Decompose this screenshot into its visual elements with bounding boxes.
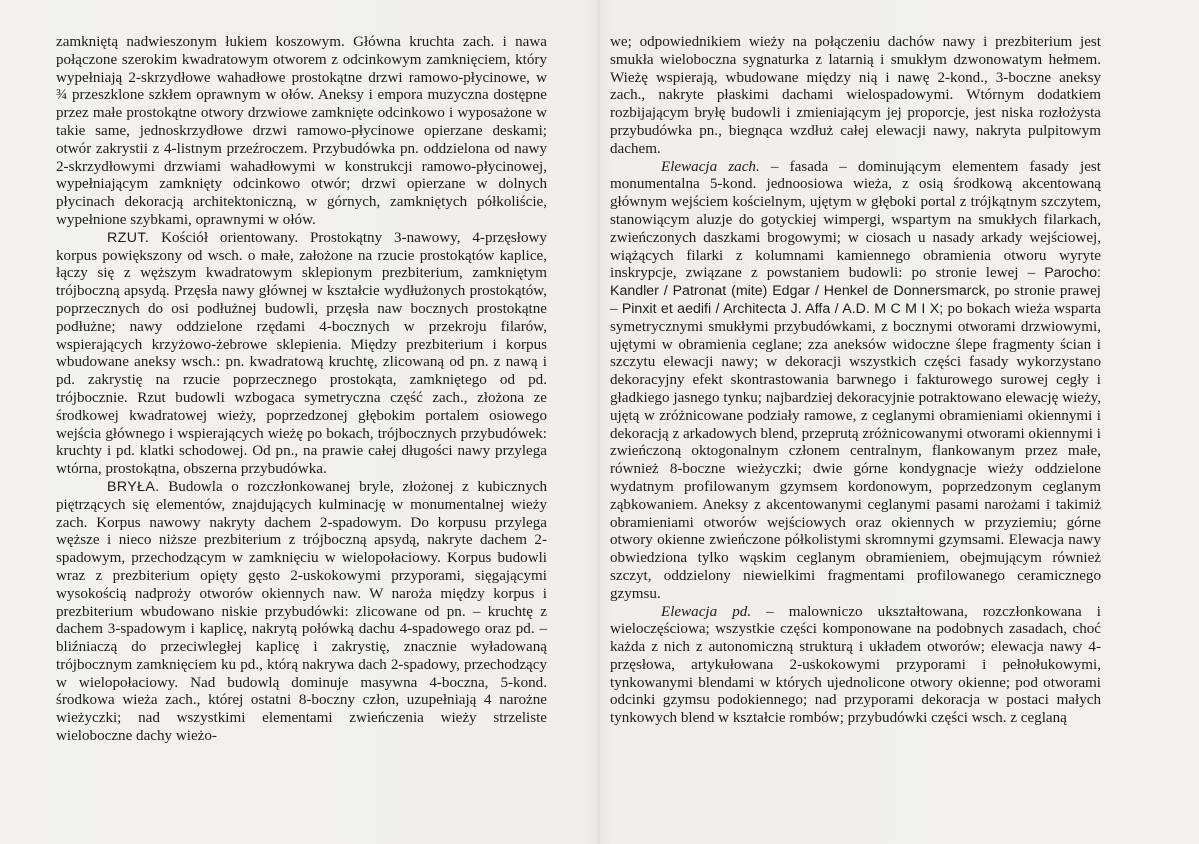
paragraph-text: we; odpowiednikiem wieży na połączeniu dachów nawy i prezbiterium jest smukła wieloboczna sygnaturka z latarnią i smukłym dzwonowatym hełmem. Wieżę wspierają, wbudowane między nią i nawę 2-kond., 3-boczne aneksy zach., nakryte płaskimi dachami wielospadowymi. Wtórnym dodatkiem rozbijającym bryłę budowli i zmieniającym jej proporcje, jest niska rozłożysta przybudówka pn., biegnąca wzdłuż całej elewacji nawy, nakryta pulpitowym dachem. [610,34,1101,157]
paragraph-continuation [610,34,1101,159]
page-fold [598,0,600,844]
paragraph-elewacja-pd [610,604,1101,729]
paragraph-text: – malowniczo ukształtowana, rozczłonkowana i wieloczęściowa; wszystkie części komponowane na podobnych zasadach, choć każda z nich z autonomiczną strukturą i układem otworów; elewacja nawy 4-przęsłowa, artykułowana 2-uskokowymi przyporami i pełnołukowymi, tynkowanymi blendami w których ujednolicone otwory okienne; pod otworami odcinki gzymsu podokiennego; nad przyporami dekoracja w postaci małych tynkowych blend w kształcie rombów; przybudówki części wsch. z ceglaną [610,603,1101,727]
section-heading-elewacja-pd: Elewacja pd. [661,603,752,620]
left-column [56,34,547,746]
paragraph-text: po stronie prawej – [610,283,1101,317]
paragraph-elewacja-zach [610,159,1101,604]
paragraph-continuation [56,34,547,230]
paragraph-text: zamkniętą nadwieszonym łukiem koszowym. Główna kruchta zach. i nawa połączone szerokim kwadratowym otworem z odcinkowym zamknięciem, który wypełniają 2-skrzydłowe wahadłowe prostokątne drzwi ramowo-płycinowe, w ¾ przeszklone szkłem oprawnym w ołów. Aneksy i empora muzyczna dostępne przez małe prostokątne otwory drzwiowe zamknięte odcinkowo i wyposażone w takie same, jednoskrzydłowe drzwi ramowo-płycinowe opierzane deskami; otwór zakrystii z 4-listnym przeźroczem. Przybudówka pn. oddzielona od nawy 2-skrzydłowymi drzwiami wahadłowymi w konstrukcji ramowo-płycinowej, wypełniającym zamknięty odcinkowo otwór; drzwi opierzane w dolnych płycinach dekoracją architektoniczną, w górnych, zamkniętych półkoliście, wypełnione szybkami, oprawnymi w ołów. [56,34,547,228]
paragraph-text: Budowla o rozczłonkowanej bryle, złożonej z kubicznych piętrzących się elementów, znajdujących kulminację w monumentalnej wieży zach. Korpus nawowy nakryty dachem 2-spadowym. Do korpusu przylega węższe i nieco niższe prezbiterium z trójboczną apsydą, nakryte dachem 2-spadowym, przechodzącym w zamknięciu w wielopołaciowy. Korpus budowli wraz z prezbiterium opięty gęsto 2-uskokowymi przyporami, sięgającymi wysokością nadproży otworów okiennych naw. W naroża między korpus i prezbiterium wbudowano niskie przybudówki: zlicowane od pn. – kruchtę z dachem 3-spadowym i kaplicę, nakrytą połówką dachu 4-spadowego oraz pd. – bliźniaczą do przeciwległej kaplicę i zakrystię, znacznie wyładowaną trójbocznym zamknięciem ku pd., którą nakrywa dach 2-spadowy, przechodzący w wielopołaciowy. Nad budowlą dominuje masywna 4-boczna, 5-kond. środkowa wieża zach., której ostatni 8-boczny człon, uzupełniają 4 narożne wieżyczki; nad wszystkimi elementami zwieńczenia wieży strzeliste wieloboczne dachy wieżo- [56,478,547,745]
paragraph-text: Kościół orientowany. Prostokątny 3-nawowy, 4-przęsłowy korpus powiększony od wsch. o małe, założone na rzucie prostokątów kaplice, łączy się z węższym kwadratowym sklepionym prezbiterium, zamkniętym trójboczną apsydą. Przęsła nawy głównej w kształcie wydłużonych prostokątów, poprzecznych do osi podłużnej budowli, przęsła naw bocznych prostokątne podłużne; nawy oddzielone rzędami 4-bocznych w przekroju filarów, wspierających krzyżowo-żebrowe sklepienia. Między prezbiterium i korpus wbudowane aneksy wsch.: pn. kwadratową kruchtę, zlicowaną od pn. z nawą i pd. zakrystię na rzucie poprzecznego prostokąta, zamkniętego od pd. trójbocznie. Rzut budowli wzbogaca symetryczna część zach., złożona ze środkowej kwadratowej wieży, poprzedzonej głębokim portalem osiowego wejścia głównego i wspierających wieżę po bokach, trójbocznych przybudówek: kruchty i pd. klatki schodowej. Od pn., na prawie całej długości nawy przylega wtórna, prostokątna, obszerna przybudówka. [56,229,547,478]
paragraph-text: – fasada – dominującym elementem fasady jest monumentalna 5-kond. jednoosiowa wieża, z osią środkową akcentowaną głównym wejściem kościelnym, ujętym w głęboki portal z trójkątnym szczytem, stanowiącym aluzje do gotyckiej wimpergi, wspartym na smukłych filarkach, zwieńczonych daszkami brogowymi; w ciosach u nasady arkady wejściowej, wiążących filarki z kolumnami kamiennego obramienia otworu wyryte inskrypcje, związane z powstaniem budowli: po stronie lewej – [610,158,1101,282]
section-heading-bryla: BRYŁA. [107,478,160,495]
paragraph-text: po bokach wieża wsparta symetrycznymi smukłymi przybudówkami, z bocznymi otworami drzwiowymi, ujętymi w obramienia ceglane; zza aneksów widoczne ślepe fragmenty ścian i szczytu elewacji nawy; w dekoracji wszystkich części fasady wykorzystano dekoracyjny efekt skontrastowania barwnego i fakturowego surowej cegły i gładkiego jasnego tynku; najbardziej dekoracyjnie potraktowano elewację wieży, ujętą w zróżnicowane podziały ramowe, z ceglanymi obramieniami okiennymi i dekoracją z arkadowych blend, przeprutą zróżnicowanymi otworami okiennymi i zwieńczoną oktogonalnym członem centralnym, flankowanym przez małe, również 8-boczne wieżyczki; dwie górne kondygnacje wieży oddzielone wydatnym profilowanym gzymsem kordonowym, poprzedzonym ceglanym ząbkowaniem. Aneksy z akcentowanymi ceglanymi pasami narożami i takimiż obramieniami otworów wejściowych oraz okiennych w przyziemiu; górne otwory okienne zwieńczone półkolistymi skromnymi gzymsami. Elewacja nawy obwiedziona tylko wąskim ceglanym obramieniem, obejmującym również szczyt, oddzielony niewielkimi fragmentami profilowanego ceramicznego gzymsu. [610,300,1102,602]
section-heading-elewacja-zach: Elewacja zach. [661,158,760,175]
paragraph-rzut [56,230,547,479]
section-heading-rzut: RZUT. [107,229,150,246]
right-column [610,34,1101,728]
inscription-right: Pinxit et aedifi / Architecta J. Affa / A.D. M C M I X; [621,300,944,317]
inscription-left: Parocho: Kandler / Patronat (mite) Edgar / Henkel de Donnersmarck, [610,265,1101,300]
paragraph-bryla [56,479,547,746]
